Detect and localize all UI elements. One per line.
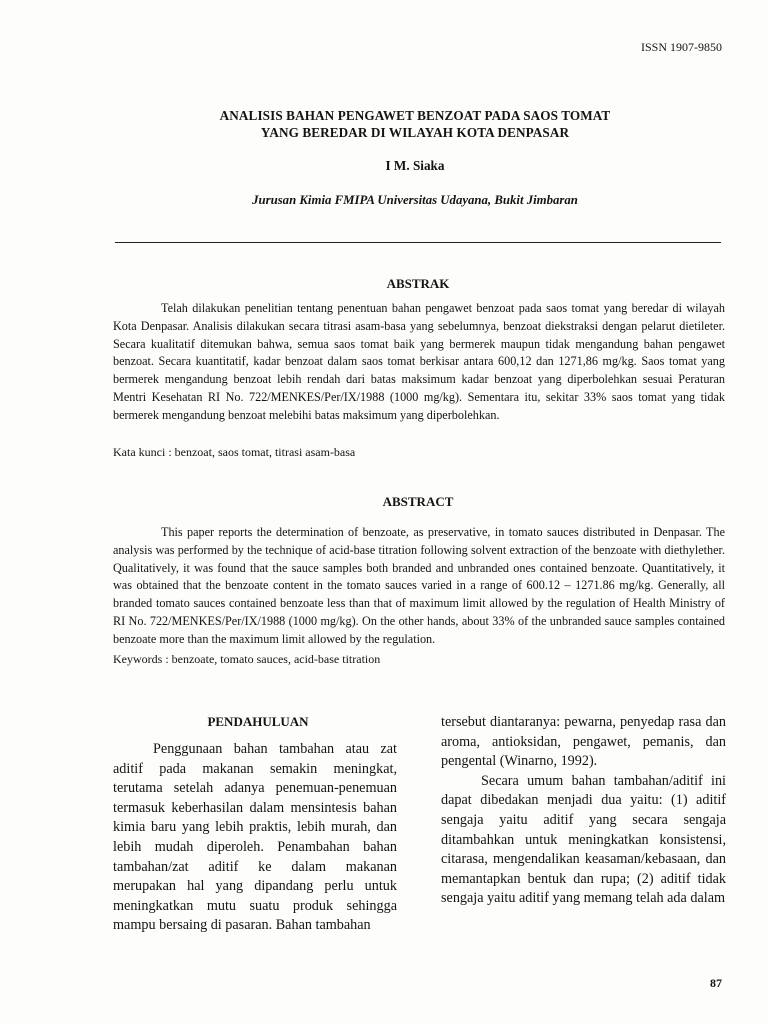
author-affiliation: Jurusan Kimia FMIPA Universitas Udayana, Bukit Jimbaran [252, 193, 578, 207]
page-number: 87 [710, 976, 722, 990]
abstract-heading: ABSTRACT [382, 494, 454, 509]
abstrak-body [113, 300, 725, 425]
abstract-keywords: Keywords : benzoate, tomato sauces, acid-base titration [113, 652, 381, 666]
right-column [441, 713, 726, 909]
article-title [115, 107, 715, 141]
issn-label: ISSN 1907-9850 [640, 40, 722, 54]
author-name: I M. Siaka [385, 158, 445, 173]
abstrak-heading: ABSTRAK [386, 276, 450, 291]
title-line-2: YANG BEREDAR DI WILAYAH KOTA DENPASAR [260, 125, 570, 140]
title-line-1: ANALISIS BAHAN PENGAWET BENZOAT PADA SAOS TOMAT [219, 108, 611, 123]
header-divider [115, 242, 721, 243]
pendahuluan-heading: PENDAHULUAN [207, 714, 309, 729]
abstrak-keywords: Kata kunci : benzoat, saos tomat, titrasi asam-basa [113, 445, 356, 459]
intro-paragraph-2: Secara umum bahan tambahan/aditif ini dapat dibedakan menjadi dua yaitu: (1) aditif sengaja yaitu aditif yang secara sengaja ditambahkan untuk meningkatkan konsistensi, citarasa, mengendalikan keasaman/kebasaan, dan memantapkan bentuk dan rupa; (2) aditif tidak sengaja yaitu aditif yang memang telah ada dalam [441, 772, 726, 907]
left-column [113, 740, 397, 936]
abstract-body [113, 524, 725, 649]
abstrak-paragraph: Telah dilakukan penelitian tentang penentuan bahan pengawet benzoat pada saos tomat yang beredar di wilayah Kota Denpasar. Analisis dilakukan secara titrasi asam-basa yang sebelumnya, benzoat diekstraksi dengan pelarut dietileter. Secara kualitatif ditemukan bahwa, semua saos tomat baik yang bermerek maupun tidak mengandung bahan pengawet benzoat. Secara kuantitatif, kadar benzoat dalam saos tomat berkisar antara 600,12 dan 1271,86 mg/kg. Saos tomat yang bermerek mengandung benzoat lebih rendah dari batas maksimum kadar benzoat yang diperbolehkan sesuai Peraturan Mentri Kesehatan RI No. 722/MENKES/Per/IX/1988 (1000 mg/kg). Sementara itu, sekitar 33% saos tomat yang tidak bermerek mengandung benzoat melebihi batas maksimum yang diperbolehkan. [113, 301, 725, 422]
intro-paragraph-1: Penggunaan bahan tambahan atau zat aditif pada makanan semakin meningkat, terutama setelah adanya penemuan-penemuan termasuk keberhasilan dalam mensintesis bahan kimia baru yang lebih praktis, lebih murah, dan lebih mudah diperoleh. Penambahan bahan tambahan/zat aditif ke dalam makanan merupakan hal yang dipandang perlu untuk meningkatkan mutu suatu produk sehingga mampu bersaing di pasaran. Bahan tambahan [113, 741, 397, 934]
abstract-paragraph: This paper reports the determination of benzoate, as preservative, in tomato sauces distributed in Denpasar. The analysis was performed by the technique of acid-base titration following solvent extraction of the benzoate with diethylether. Qualitatively, it was found that the sauce samples both branded and unbranded ones contained benzoate. Quantitatively, it was obtained that the benzoate content in the tomato sauces varied in a range of 600.12 – 1271.86 mg/kg. Generally, all branded tomato sauces contained benzoate less than that of maximum limit allowed by the regulation of Health Ministry of RI No. 722/MENKES/Per/IX/1988 (1000 mg/kg). On the other hands, about 33% of the unbranded sauce samples contained benzoate more than the maximum limit allowed by the regulation. [113, 525, 725, 646]
intro-paragraph-1-continued: tersebut diantaranya: pewarna, penyedap rasa dan aroma, antioksidan, pengawet, pemanis, dan pengental (Winarno, 1992). [441, 714, 726, 770]
